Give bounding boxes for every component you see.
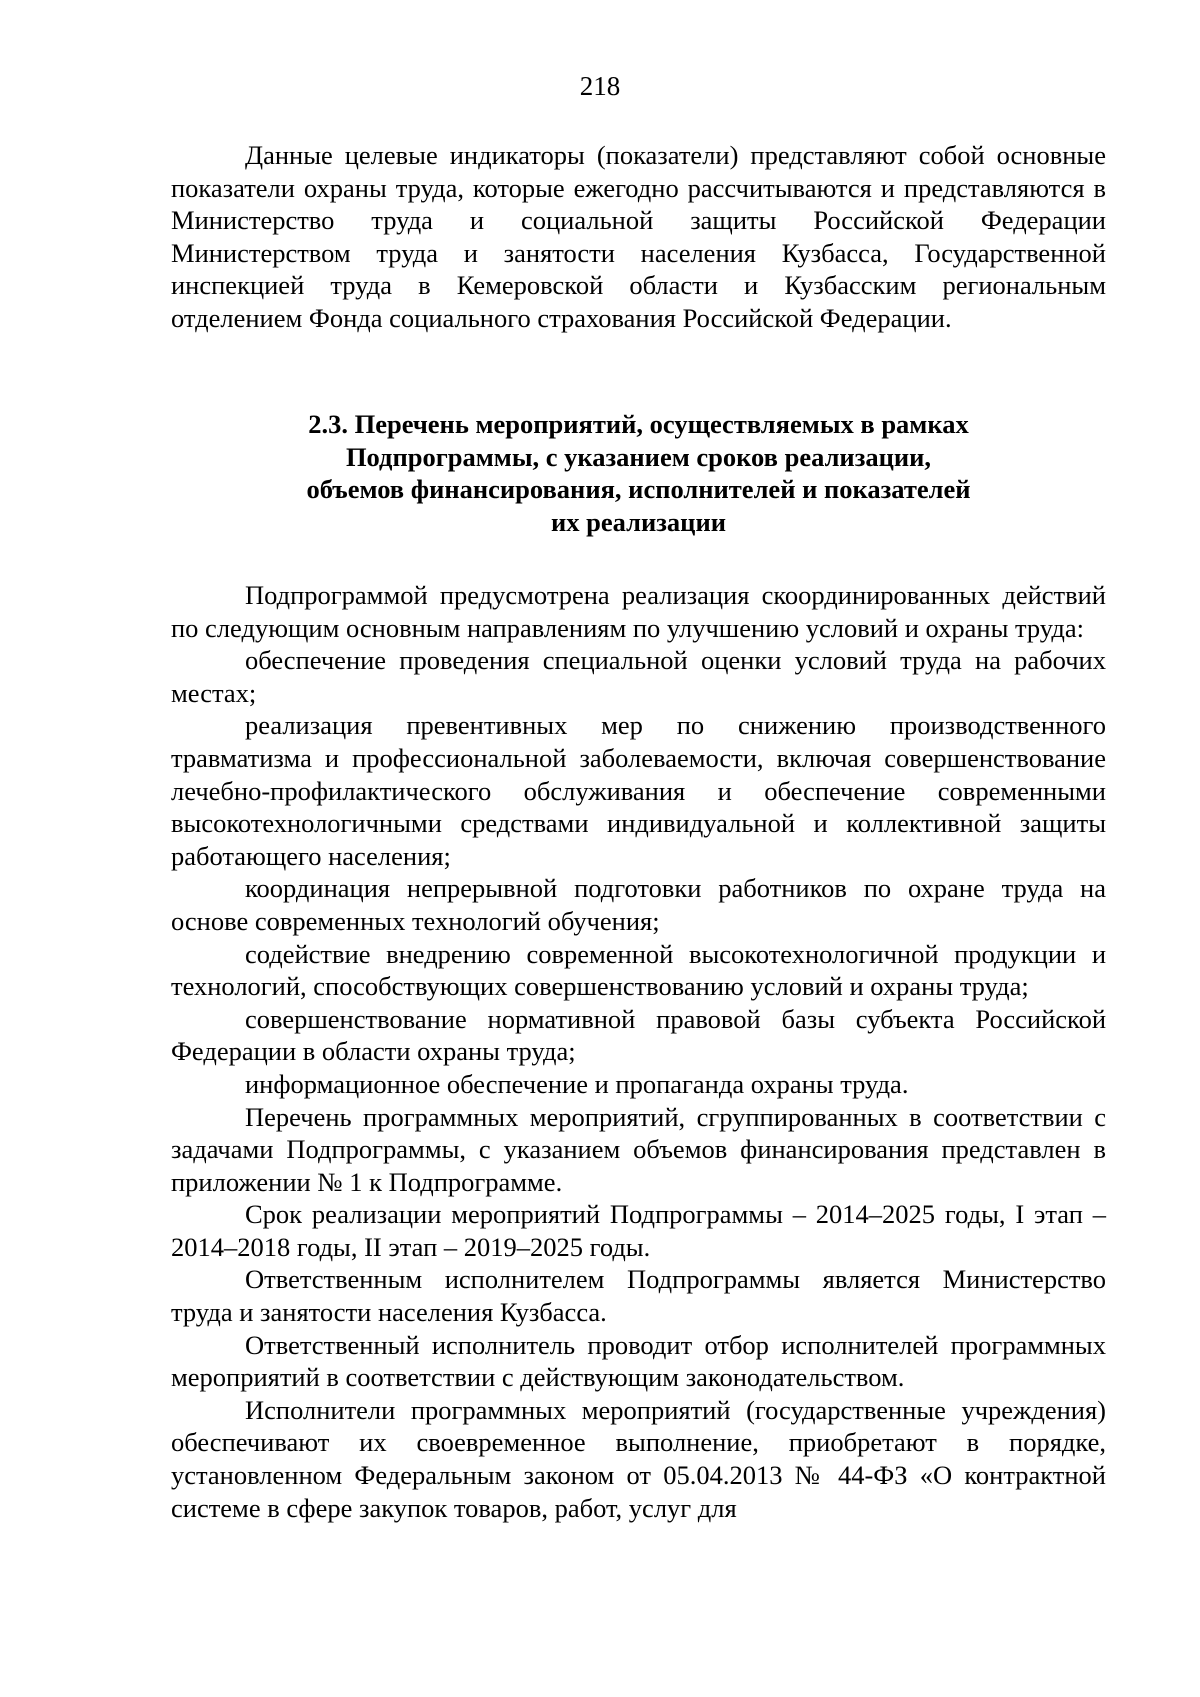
paragraph: Перечень программных мероприятий, сгруппированных в соответствии с задачами Подпрограммы, с указанием объемов финансирования представлен в приложении № 1 к Подпрограмме.	[171, 1101, 1106, 1197]
list-item: координация непрерывной подготовки работников по охране труда на основе современных технологий обучения;	[171, 873, 1106, 936]
paragraph: Ответственный исполнитель проводит отбор исполнителей программных мероприятий в соответствии с действующим законодательством.	[171, 1329, 1106, 1393]
paragraph: Ответственным исполнителем Подпрограммы является Министерство труда и занятости населения Кузбасса.	[171, 1264, 1106, 1328]
section-heading-line: их реализации	[551, 506, 726, 537]
list-item: совершенствование нормативной правовой базы субъекта Российской Федерации в области охраны труда;	[171, 1003, 1106, 1067]
intro-block	[171, 139, 1106, 335]
main-text-block	[171, 579, 1106, 1524]
list-item: реализация превентивных мер по снижению производственного травматизма и профессиональной заболеваемости, включая совершенствование лечебно-профилактического обслуживания и обеспечение современными высокотехнологичными средствами индивидуальной и коллективной защиты работающего населения;	[171, 710, 1106, 871]
section-heading-line: Подпрограммы, с указанием сроков реализации,	[345, 441, 932, 472]
paragraph: Исполнители программных мероприятий (государственные учреждения) обеспечивают их своевременное выполнение, приобретают в порядке, установленном Федеральным законом от 05.04.2013 № 44-ФЗ «О контрактной системе в сфере закупок товаров, работ, услуг для	[171, 1394, 1106, 1523]
list-item: обеспечение проведения специальной оценки условий труда на рабочих местах;	[171, 645, 1106, 708]
paragraph: Подпрограммой предусмотрена реализация скоординированных действий по следующим основным направлениям по улучшению условий и охраны труда:	[171, 580, 1106, 643]
list-item: содействие внедрению современной высокотехнологичной продукции и технологий, способствующих совершенствованию условий и охраны труда;	[171, 938, 1106, 1002]
page-number: 218	[579, 71, 621, 101]
list-item: информационное обеспечение и пропаганда охраны труда.	[245, 1068, 909, 1099]
intro-paragraph: Данные целевые индикаторы (показатели) представляют собой основные показатели охраны труда, которые ежегодно рассчитываются и представляются в Министерство труда и социальной защиты Российской Федерации Министерством труда и занятости населения Кузбасса, Государственной инспекцией труда в Кемеровской области и Кузбасским региональным отделением Фонда социального страхования Российской Федерации.	[171, 140, 1106, 333]
paragraph: Срок реализации мероприятий Подпрограммы – 2014–2025 годы, I этап – 2014–2018 годы, II этап – 2019–2025 годы.	[171, 1199, 1106, 1262]
section-heading	[171, 408, 1106, 538]
section-heading-line: 2.3. Перечень мероприятий, осуществляемых в рамках	[308, 409, 969, 439]
section-heading-line: объемов финансирования, исполнителей и показателей	[306, 474, 971, 505]
